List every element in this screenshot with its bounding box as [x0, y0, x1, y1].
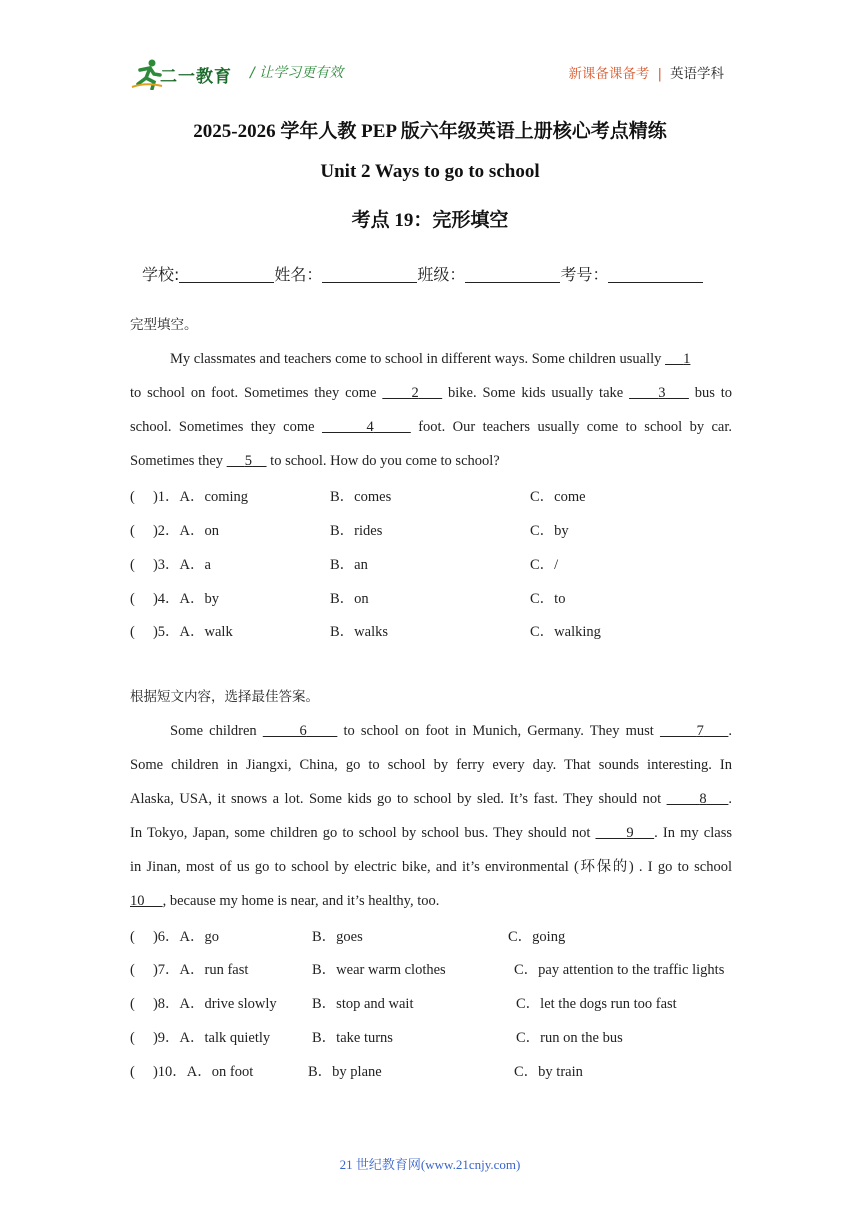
question-option-b[interactable]: B．walks — [330, 624, 388, 640]
passage-text: . — [728, 791, 733, 807]
student-info — [142, 262, 703, 285]
question-option-c[interactable]: C．let the dogs run too fast — [516, 996, 677, 1012]
page-title: 2025-2026 学年人教 PEP 版六年级英语上册核心考点精练 — [193, 121, 667, 142]
passage-text: bike. Some kids usually take — [448, 385, 624, 401]
question-option-c[interactable]: C．run on the bus — [516, 1030, 623, 1046]
question-option-c[interactable]: C．going — [508, 929, 566, 945]
blank-5 — [227, 453, 267, 469]
question-row — [130, 553, 750, 573]
question-row — [130, 925, 750, 945]
question-option-c[interactable]: C．by — [530, 523, 569, 539]
question-option-a[interactable]: ( )6．A．go — [130, 929, 220, 945]
slogan: / 让学习更有效 — [250, 65, 344, 81]
question-row — [130, 958, 750, 978]
section2-heading: 根据短文内容，选择最佳答案。 — [130, 689, 319, 705]
class-label: 班级： — [417, 265, 466, 284]
blank-4 — [322, 419, 411, 435]
question-option-c[interactable]: C．by train — [514, 1064, 583, 1080]
header-subject: 英语学科 — [670, 66, 724, 82]
question-row — [130, 1060, 750, 1080]
unit-title: Unit 2 Ways to go to school — [320, 161, 540, 182]
passage-text: My classmates and teachers come to school in different ways. Some children usually — [170, 351, 662, 367]
runner-logo-icon — [130, 58, 164, 90]
question-row — [130, 620, 750, 640]
question-option-c[interactable]: C．come — [530, 489, 586, 505]
name-field[interactable] — [322, 266, 417, 283]
page-header — [0, 0, 860, 100]
question-option-c[interactable]: C．/ — [530, 557, 559, 573]
blank-8 — [667, 791, 729, 807]
blank-number: 5 — [244, 453, 253, 469]
passage-text: school. Sometimes they come — [130, 419, 315, 435]
passage1-line — [130, 383, 732, 403]
passage-text: Some children — [170, 723, 257, 739]
question-option-b[interactable]: B．an — [330, 557, 368, 573]
page-footer: 21 世纪教育网(www.21cnjy.com) — [339, 1157, 521, 1172]
passage-text: . — [728, 723, 733, 739]
passage-text: . In my class — [654, 825, 732, 841]
header-separator: | — [657, 66, 662, 82]
question-option-a[interactable]: ( )4．A．by — [130, 591, 220, 607]
passage1-line — [130, 451, 732, 471]
question-row — [130, 992, 750, 1012]
passage1-line — [130, 417, 732, 437]
question-option-c[interactable]: C．to — [530, 591, 566, 607]
blank-2 — [382, 385, 442, 401]
blank-number: 2 — [411, 385, 419, 401]
blank-1 — [665, 351, 690, 367]
passage-text: foot. Our teachers usually come to school by car. — [418, 419, 733, 435]
topic-title: 考点 19：完形填空 — [351, 210, 509, 231]
passage-text: Alaska, USA, it snows a lot. Some kids go to school by sled. It’s fast. They should not — [130, 791, 662, 807]
question-option-b[interactable]: B．by plane — [308, 1064, 382, 1080]
question-row — [130, 1026, 750, 1046]
section1-heading: 完型填空。 — [130, 317, 198, 333]
blank-7 — [660, 723, 728, 739]
question-option-b[interactable]: B．rides — [330, 523, 383, 539]
header-right — [568, 62, 724, 82]
passage2-line — [170, 721, 732, 741]
blank-number: 1 — [683, 351, 691, 367]
question-option-b[interactable]: B．wear warm clothes — [312, 962, 446, 978]
question-option-a[interactable]: ( )1．A．coming — [130, 489, 248, 505]
question-row — [130, 485, 750, 505]
blank-number: 9 — [626, 825, 634, 841]
question-option-a[interactable]: ( )3．A．a — [130, 557, 211, 573]
passage-text: Sometimes they — [130, 453, 224, 469]
passage2-line: Some children in Jiangxi, China, go to school by ferry every day. That sounds interesting. In — [130, 757, 732, 773]
blank-number: 10 — [130, 893, 145, 909]
passage2-line — [130, 789, 732, 809]
question-option-a[interactable]: ( )7．A．run fast — [130, 962, 249, 978]
question-option-b[interactable]: B．stop and wait — [312, 996, 414, 1012]
question-option-a[interactable]: ( )5．A．walk — [130, 624, 233, 640]
passage-text: to school. How do you come to school? — [270, 453, 500, 469]
question-option-a[interactable]: ( )2．A．on — [130, 523, 220, 539]
question-option-c[interactable]: C．walking — [530, 624, 601, 640]
blank-number: 6 — [299, 723, 307, 739]
blank-9 — [596, 825, 655, 841]
question-row — [130, 519, 750, 539]
passage2-line — [130, 891, 732, 911]
logo — [130, 58, 242, 90]
question-option-b[interactable]: B．goes — [312, 929, 363, 945]
class-field[interactable] — [465, 266, 560, 283]
blank-number: 4 — [366, 419, 374, 435]
passage-text: to school on foot in Munich, Germany. They must — [343, 723, 654, 739]
passage2-line — [130, 823, 732, 843]
question-row — [130, 587, 750, 607]
passage-text: bus to — [694, 385, 733, 401]
question-option-b[interactable]: B．take turns — [312, 1030, 393, 1046]
blank-number: 8 — [699, 791, 707, 807]
question-option-b[interactable]: B．on — [330, 591, 369, 607]
blank-number: 7 — [696, 723, 704, 739]
blank-6 — [263, 723, 338, 739]
question-option-a[interactable]: ( )9．A．talk quietly — [130, 1030, 271, 1046]
number-label: 考号： — [560, 265, 609, 284]
question-option-b[interactable]: B．comes — [330, 489, 392, 505]
school-field[interactable] — [179, 266, 274, 283]
passage-text: to school on foot. Sometimes they come — [130, 385, 377, 401]
blank-10 — [130, 893, 163, 909]
school-label: 学校: — [142, 265, 180, 284]
name-label: 姓名： — [274, 265, 323, 284]
question-option-a[interactable]: ( )8．A．drive slowly — [130, 996, 277, 1012]
logo-text: 二一教育 — [160, 67, 232, 87]
passage-text: In Tokyo, Japan, some children go to school by school bus. They should not — [130, 825, 591, 841]
question-option-a[interactable]: ( )10．A．on foot — [130, 1064, 254, 1080]
header-label: 新课备课备考 — [568, 66, 650, 82]
passage2-line: in Jinan, most of us go to school by electric bike, and it’s environmental (环保的) . I go to school — [130, 859, 732, 875]
passage1-line — [170, 349, 732, 369]
passage-text: , because my home is near, and it’s healthy, too. — [162, 893, 440, 909]
number-field[interactable] — [608, 266, 703, 283]
blank-3 — [629, 385, 689, 401]
question-option-c[interactable]: C．pay attention to the traffic lights — [514, 962, 725, 978]
blank-number: 3 — [658, 385, 666, 401]
